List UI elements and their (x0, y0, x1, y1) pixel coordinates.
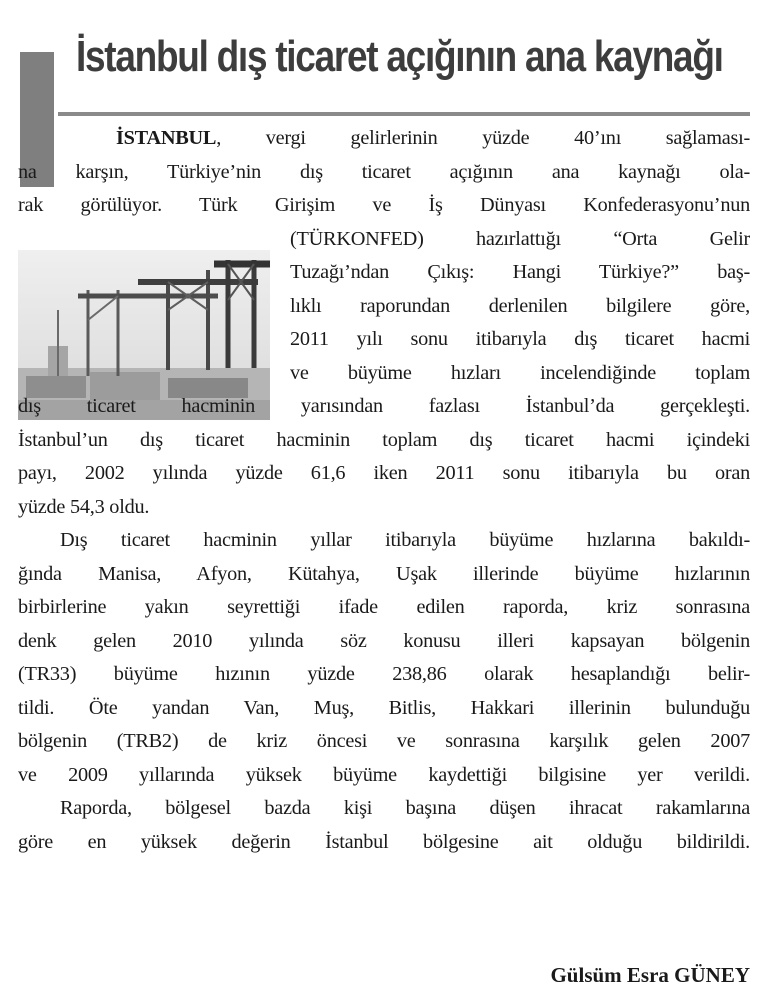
dateline: İSTANBUL (116, 127, 217, 149)
author-byline: Gülsüm Esra GÜNEY (550, 963, 750, 987)
article-line: (TÜRKONFED) hazırlattığı “Orta Gelir (290, 227, 750, 250)
article-line: İstanbul’un dış ticaret hacminin toplam dış ticaret hacmi içindeki (18, 428, 750, 451)
article-line-text: , vergi gelirlerinin yüzde 40’ını sağlaması- (216, 127, 750, 149)
article-line: birbirlerine yakın seyrettiği ifade edilen raporda, kriz sonrasına (18, 596, 750, 618)
article-line: lıklı raporundan derlenilen bilgilere göre, (290, 294, 750, 317)
article-line: denk gelen 2010 yılında söz konusu illeri kapsayan bölgenin (18, 629, 750, 652)
headline-divider (58, 112, 750, 116)
article-line: Tuzağı’ndan Çıkış: Hangi Türkiye?” baş- (290, 261, 750, 283)
article-line (18, 122, 750, 156)
article-line: (TR33) büyüme hızının yüzde 238,86 olarak hesaplandığı belir- (18, 663, 750, 685)
article-line: dış ticaret hacminin yarısından fazlası İstanbul’da gerçekleşti. (18, 395, 750, 417)
article-line: 2011 yılı sonu itibarıyla dış ticaret hacmi (290, 328, 750, 350)
article-line: tildi. Öte yandan Van, Muş, Bitlis, Hakkari illerinin bulunduğu (18, 696, 750, 719)
article-line: ve 2009 yıllarında yüksek büyüme kaydettiği bilgisine yer verildi. (18, 763, 750, 786)
article-line: yüzde 54,3 oldu. (18, 495, 150, 518)
article-line: na karşın, Türkiye’nin dış ticaret açığının ana kaynağı ola- (18, 160, 750, 183)
article-headline: İstanbul dış ticaret açığının ana kaynağı (76, 32, 723, 81)
article-line: rak görülüyor. Türk Girişim ve İş Dünyası Konfederasyonu’nun (18, 194, 750, 216)
article-line: Raporda, bölgesel bazda kişi başına düşen ihracat rakamlarına (60, 797, 750, 819)
article-line: göre en yüksek değerin İstanbul bölgesine ait olduğu bildirildi. (18, 830, 750, 853)
article-line: Dış ticaret hacminin yıllar itibarıyla büyüme hızlarına bakıldı- (60, 529, 750, 551)
article-line: ğında Manisa, Afyon, Kütahya, Uşak illerinde büyüme hızlarının (18, 562, 750, 585)
article-body (18, 122, 750, 859)
article-line: payı, 2002 yılında yüzde 61,6 iken 2011 sonu itibarıyla bu oran (18, 462, 750, 484)
article-line: bölgenin (TRB2) de kriz öncesi ve sonrasına karşılık gelen 2007 (18, 730, 750, 752)
article-line: ve büyüme hızları incelendiğinde toplam (290, 361, 750, 384)
